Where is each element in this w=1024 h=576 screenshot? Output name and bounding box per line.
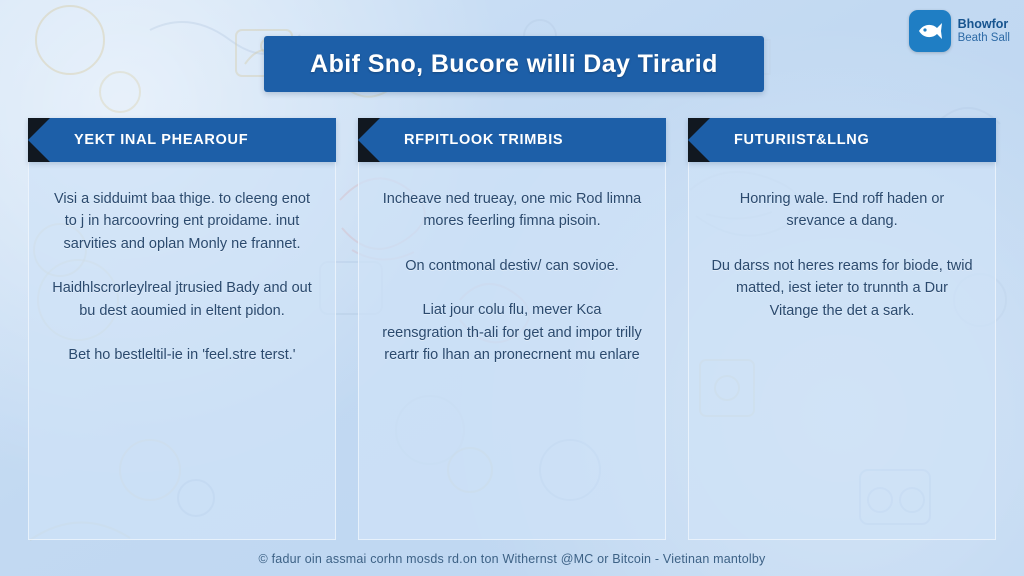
columns-container [28, 118, 996, 540]
column-3-banner [688, 118, 996, 162]
column-2-paragraph-2: On contmonal destiv/ can sovioe. [405, 257, 619, 274]
column-2-banner-label: RFPITLOOK TRIMBIS [404, 132, 564, 148]
page-title: Abif Sno, Bucore willi Day Tirarid [310, 49, 718, 78]
column-1-paragraph-3: Bet ho bestleltil-ie in 'feel.stre terst.' [68, 347, 296, 364]
column-3-body [688, 162, 996, 540]
column-2 [358, 118, 666, 540]
logo-line-2: Beath Sall [957, 31, 1010, 44]
column-1-paragraph-2: Haidhlscrorleylreal jtrusied Bady and out bu dest aoumied in eltent pidon. [52, 280, 312, 319]
column-1-banner [28, 118, 336, 162]
column-1-body [28, 162, 336, 540]
column-3-banner-label: FUTURIIST&LLNG [734, 132, 870, 148]
column-2-paragraph-1: Incheave ned trueay, one mic Rod limna mores feerling fimna pisoin. [382, 191, 642, 230]
fish-logo-icon [909, 10, 951, 52]
column-2-paragraph-3: Liat jour colu flu, mever Kca reensgration th-ali for get and impor trilly reartr fio lhan an pronecrnent mu enlare [382, 302, 642, 364]
column-1 [28, 118, 336, 540]
footer-credit: © fadur oin assmai corhn mosds rd.on ton Withernst @MC or Bitcoin - Vietinan mantolby [258, 552, 766, 566]
logo-line-1: Bhowfor [957, 17, 1009, 32]
logo-text [958, 17, 1010, 45]
column-3 [688, 118, 996, 540]
column-3-paragraph-2: Du darss not heres reams for biode, twid matted, iest ieter to trunnth a Dur Vitange the det a sark. [711, 257, 973, 319]
column-1-paragraph-1: Visi a sidduimt baa thige. to cleeng enot to j in harcoovring ent proidame. inut sarvities and oplan Monly ne frannet. [53, 191, 311, 252]
column-2-banner [358, 118, 666, 162]
column-1-banner-label: YEKT INAL PHEAROUF [74, 132, 249, 148]
brand-logo[interactable] [909, 10, 1010, 52]
column-3-paragraph-1: Honring wale. End roff haden or srevance a dang. [739, 191, 945, 230]
column-2-body [358, 162, 666, 540]
poster-title-band [264, 36, 764, 92]
